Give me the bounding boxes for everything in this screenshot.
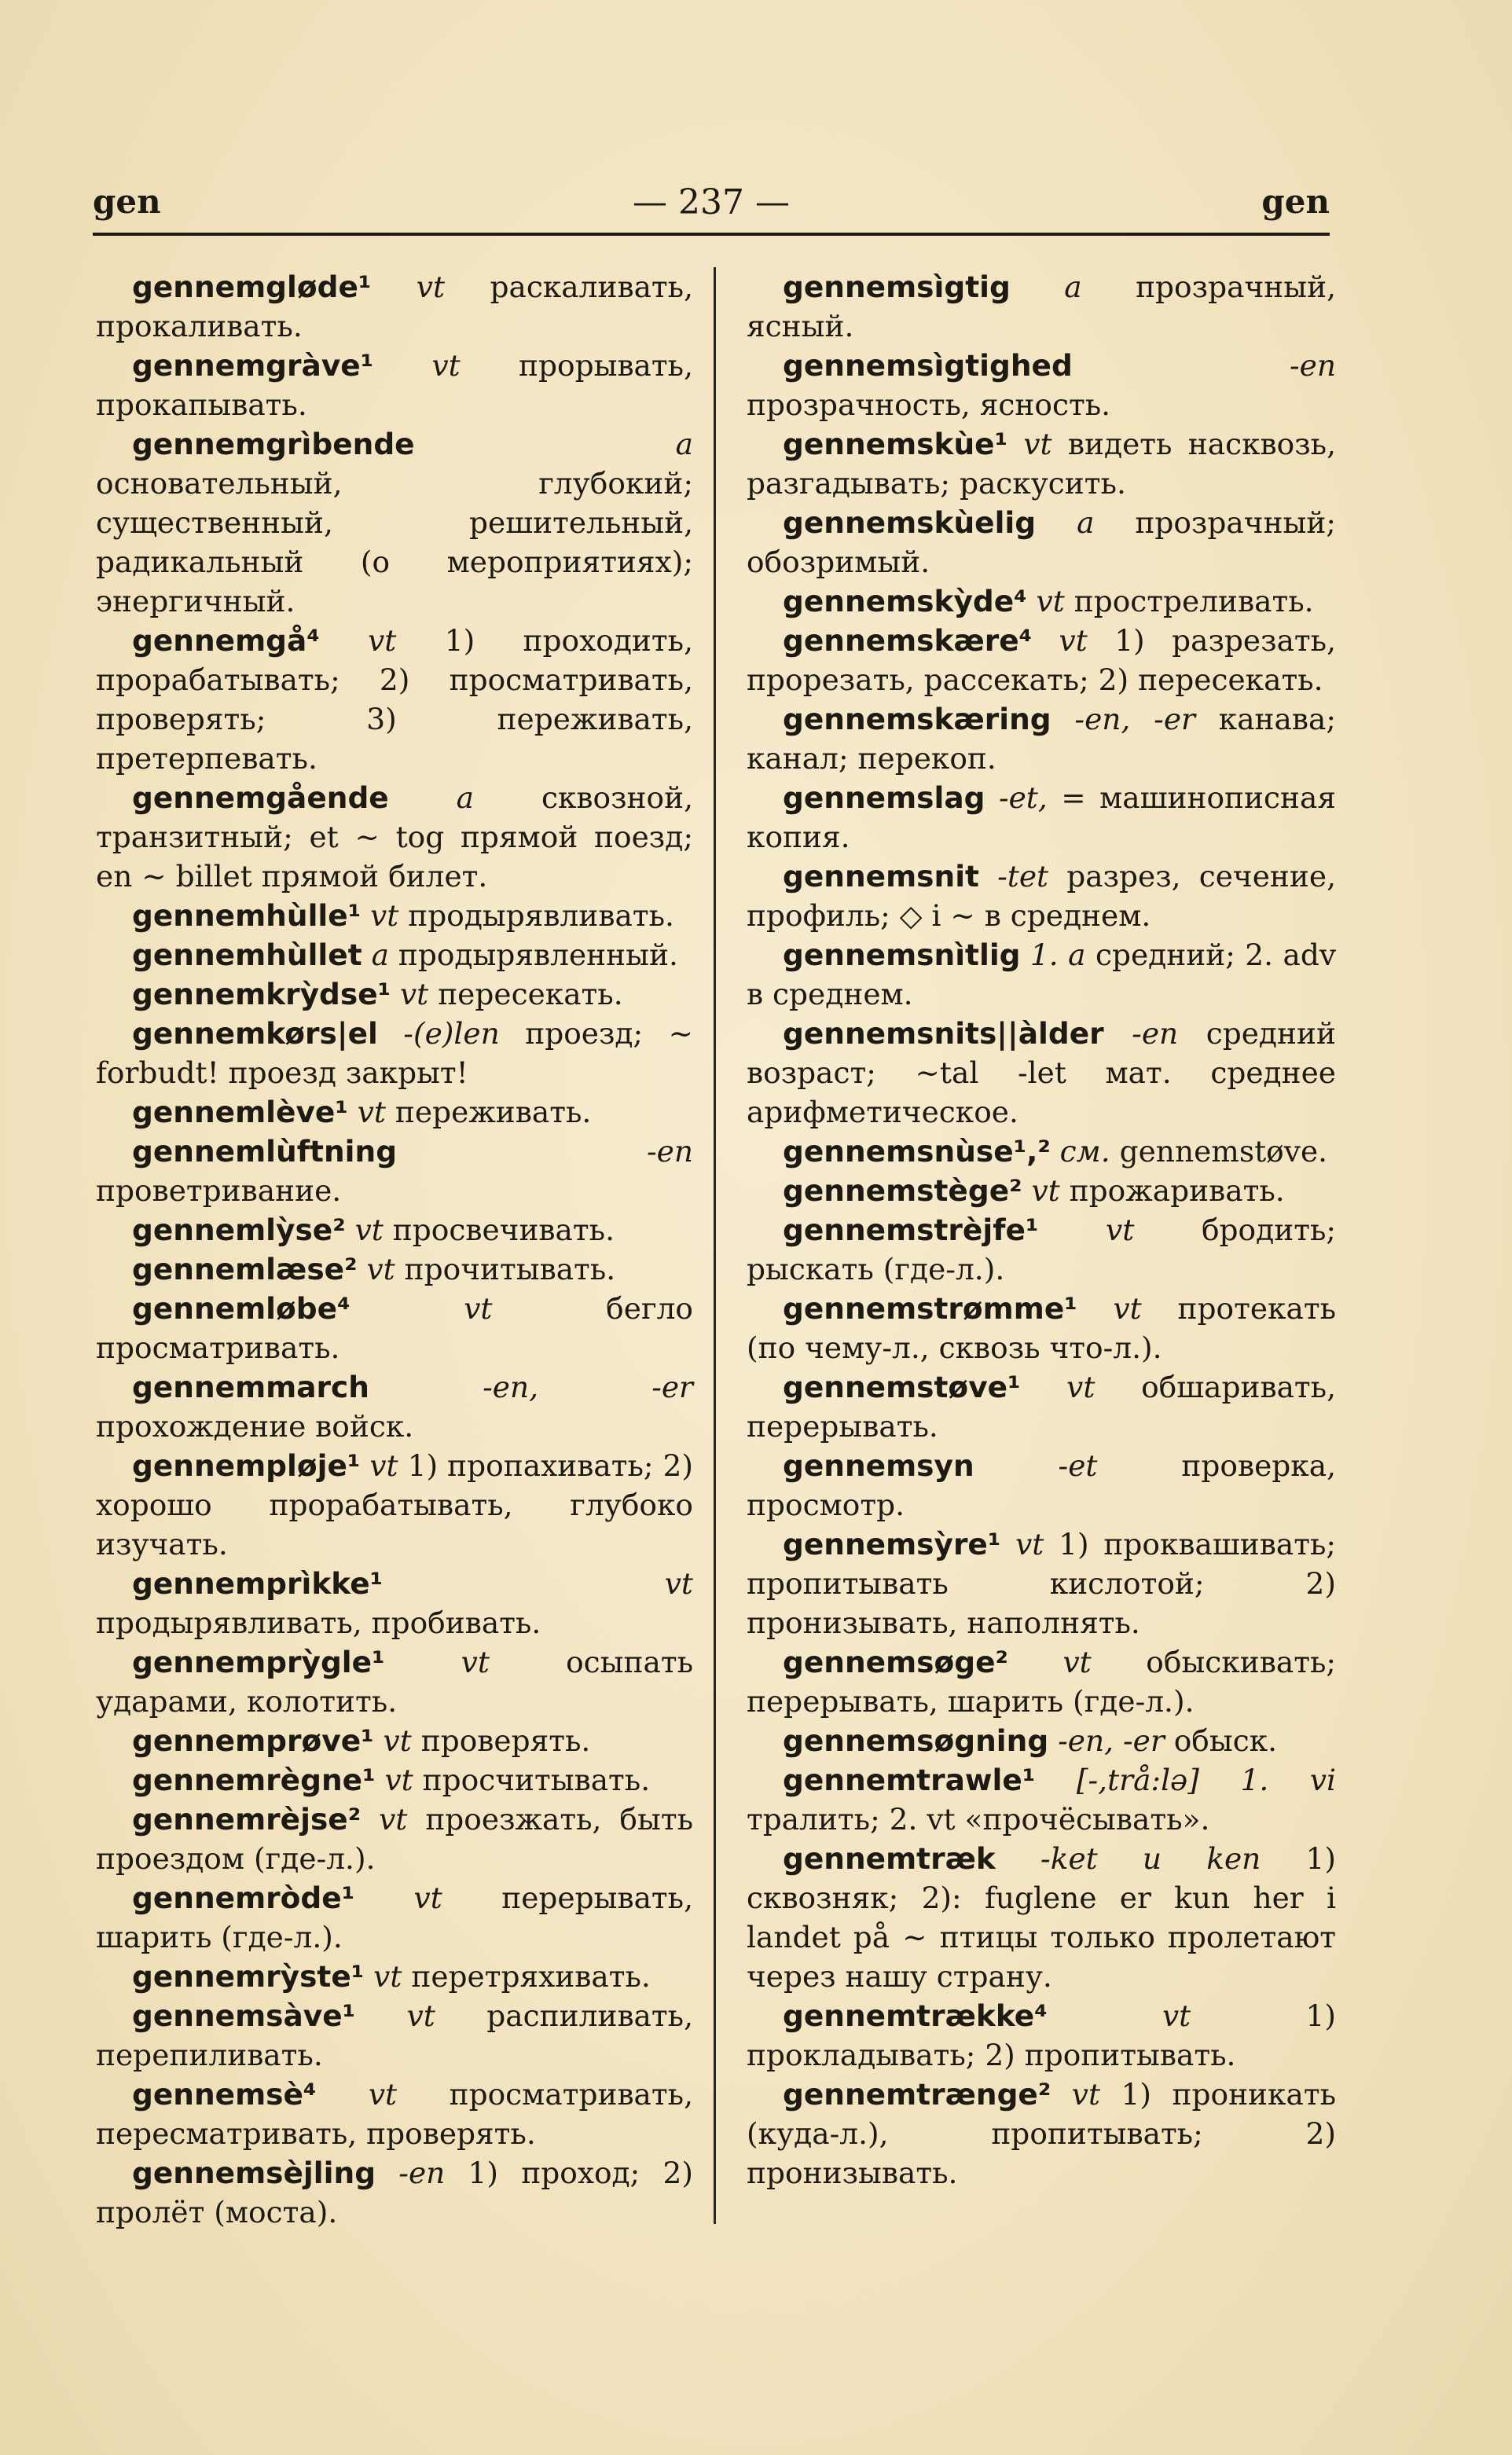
headword: gennemsnùse¹,² [783,1134,1051,1169]
translation: gennemstøve. [1119,1134,1328,1169]
translation: проезд; ~ forbudt! проезд закрыт! [96,1016,693,1090]
headword: gennemsøgning [783,1723,1049,1758]
grammar-label: -en [1289,348,1336,383]
headword: gennemrègne¹ [132,1763,376,1797]
translation: 1) разрезать, прорезать, рассекать; 2) пересекать. [747,623,1337,697]
translation: прохождение войск. [96,1409,414,1444]
translation: пересекать. [438,977,623,1011]
grammar-label: vt [416,270,446,304]
dictionary-entry [747,935,1336,1014]
header-rule [93,233,1330,236]
headword: gennemgrìbende [132,427,415,461]
headword: gennemkrỳdse¹ [132,977,391,1011]
headword: gennemskære⁴ [783,623,1033,658]
headword: gennemstrèjfe¹ [783,1213,1039,1247]
dictionary-entry [96,896,693,935]
translation: 1) прокладывать; 2) пропитывать. [747,1998,1337,2072]
translation: машинописная копия. [747,780,1337,854]
grammar-label: -et [1058,1448,1098,1483]
translation: прорывать, прокапывать. [96,348,693,422]
dictionary-entry [747,582,1336,621]
grammar-label: vt [1059,623,1088,658]
dictionary-entry [96,2075,693,2153]
grammar-label: vt [373,1959,402,1994]
dictionary-entry [747,778,1336,857]
dictionary-entry [747,2075,1336,2193]
grammar-label: vt [461,1645,490,1679]
dictionary-entry [747,1721,1336,1760]
headword: gennemhùllet [132,938,362,972]
translation: 1) проквашивать; пропитывать кислотой; 2) пронизывать, наполнять. [747,1527,1336,1640]
grammar-label: vt [1036,584,1065,618]
grammar-label: a [1064,270,1082,304]
dictionary-entry [96,1800,693,1878]
grammar-label: -ket и ken [1040,1841,1261,1876]
translation: сквозной, транзитный; et ~ tog прямой поезд; en ~ billet прямой билет. [96,780,694,894]
grammar-label: vt [1071,2077,1101,2112]
dictionary-entry [96,346,693,424]
headword: gennemsìgtighed [783,348,1073,383]
dictionary-entry [747,1210,1336,1289]
translation: средний; 2. adv в среднем. [747,938,1337,1011]
headword: gennemmarch [132,1370,369,1404]
headword: gennemlève¹ [132,1095,348,1129]
dictionary-entry [747,1446,1336,1525]
grammar-label: -(e)len [403,1016,500,1051]
grammar-label: vt [1066,1370,1095,1404]
headword: gennemskæring [783,702,1051,736]
dictionary-entry [747,1642,1336,1721]
translation: 1) сквозняк; 2): fuglene er kun her i landet på ~ птицы только пролетают через нашу страну. [747,1841,1337,1994]
grammar-label: a [371,938,389,972]
dictionary-entry [747,1132,1336,1171]
headword: gennemtrække⁴ [783,1998,1048,2033]
grammar-label: -en [1132,1016,1179,1051]
dictionary-entry [747,1014,1336,1132]
translation: раскаливать, прокаливать. [96,270,694,343]
dictionary-entry [96,935,693,974]
translation: проветривание. [96,1173,342,1208]
headword: gennemprỳgle¹ [132,1645,385,1679]
grammar-label: a [675,427,693,461]
headword: gennemsè⁴ [132,2077,317,2112]
grammar-label: vt [664,1566,693,1601]
translation: прозрачность, ясность. [747,387,1111,422]
headword: gennemstège² [783,1173,1022,1208]
header-right-word: gen [1261,182,1330,221]
grammar-label: vt [368,623,397,658]
grammar-label: vt [369,1448,398,1483]
grammar-label: vt [368,2077,398,2112]
grammar-label: -en [646,1134,693,1169]
headword: gennemskỳde⁴ [783,584,1027,618]
dictionary-entry [747,1289,1336,1367]
translation: бегло просматривать. [96,1291,693,1365]
headword: gennemsỳre¹ [783,1527,1001,1561]
grammar-label: vt [1062,1645,1092,1679]
translation: 1) пропахивать; 2) хорошо прорабатывать, глубоко изучать. [96,1448,693,1561]
dictionary-entry [96,1642,693,1721]
headword: gennemstrømme¹ [783,1291,1077,1326]
dictionary-entry [96,1092,693,1132]
translation: перерывать, шарить (где-л.). [96,1881,694,1954]
grammar-label: vt [1015,1527,1044,1561]
translation: обыскивать; перерывать, шарить (где-л.). [747,1645,1336,1719]
headword: gennemsnits||àlder [783,1016,1104,1051]
grammar-label: vt [354,1213,384,1247]
translation: просматривать, пересматривать, проверять. [96,2077,693,2151]
translation: продырявливать. [408,898,674,933]
grammar-label: -en [398,2156,446,2190]
translation: прозрачный, ясный. [747,270,1337,343]
translation: бродить; рыскать (где-л.). [747,1213,1337,1286]
translation: протекать (по чему-л., сквозь что-л.). [747,1291,1337,1365]
translation: тралить; 2. vt «прочёсывать». [747,1802,1210,1837]
headword: gennemprìkke¹ [132,1566,384,1601]
headword: gennemgå⁴ [132,623,320,658]
dictionary-entry [747,346,1336,424]
translation: простреливать. [1073,584,1314,618]
headword: gennemgløde¹ [132,270,372,304]
dictionary-entry [96,1132,693,1210]
dictionary-entry [96,778,693,896]
headword: gennemsnit [783,859,979,894]
translation: прожаривать. [1069,1173,1285,1208]
dictionary-entry [747,1839,1336,1996]
headword: gennemgående [132,780,389,815]
grammar-label: -en, -er [1058,1723,1165,1758]
grammar-label: -en, -er [483,1370,693,1404]
grammar-label: vt [357,1095,386,1129]
translation: проверять. [420,1723,591,1758]
headword: gennemsøge² [783,1645,1008,1679]
headword: gennemsìgtig [783,270,1011,304]
translation: просвечивать. [392,1213,615,1247]
grammar-label: см. [1059,1134,1110,1169]
dictionary-entry [96,1564,693,1642]
dictionary-entry [96,1446,693,1564]
headword: gennemkørs|el [132,1016,378,1051]
dictionary-entry [747,1367,1336,1446]
grammar-label: vt [1031,1173,1060,1208]
headword: gennemrèjse² [132,1802,361,1837]
dictionary-entry [96,1367,693,1446]
translation: распиливать, перепиливать. [96,1998,694,2072]
page-number: — 237 — [633,182,790,222]
headword: gennemsyn [783,1448,974,1483]
headword: gennemgràve¹ [132,348,374,383]
dictionary-entry [96,1210,693,1250]
right-column [747,267,1336,2193]
dictionary-entry [747,1171,1336,1210]
dictionary-entry [96,974,693,1014]
translation: 1) проходить, прорабатывать; 2) просматривать, проверять; 3) переживать, претерпевать. [96,623,694,776]
dictionary-entry [96,1721,693,1760]
translation: проезжать, быть проездом (где-л.). [96,1802,694,1876]
grammar-label: vt [1113,1291,1142,1326]
running-header [93,182,1330,229]
headword: gennemlæse² [132,1252,358,1286]
column-divider [714,267,716,2224]
headword: gennemsàve¹ [132,1998,356,2033]
grammar-label: vt [383,1723,412,1758]
grammar-label: vt [366,1252,395,1286]
dictionary-entry [96,1014,693,1092]
grammar-label: vt [431,348,461,383]
dictionary-entry [747,699,1336,778]
translation: обшаривать, перерывать. [747,1370,1337,1444]
translation: канава; канал; перекоп. [747,702,1336,776]
grammar-label: vt [384,1763,413,1797]
translation: 1) проникать (куда-л.), пропитывать; 2) пронизывать. [747,2077,1337,2190]
dictionary-entry [747,1760,1336,1839]
dictionary-entry [747,267,1336,346]
grammar-label: vt [400,977,429,1011]
grammar-label: vt [406,1998,435,2033]
grammar-label: [-,trå:lə] 1. vi [1076,1763,1337,1797]
headword: gennemprøve¹ [132,1723,374,1758]
translation: средний возраст; ~tal -let мат. среднее арифметическое. [747,1016,1337,1129]
headword: gennemròde¹ [132,1881,355,1915]
headword: gennempløje¹ [132,1448,361,1483]
dictionary-entry [747,1525,1336,1642]
headword: gennemrỳste¹ [132,1959,365,1994]
dictionary-entry [96,424,693,621]
dictionary-entry [747,621,1336,699]
dictionary-entry [747,857,1336,935]
translation: основательный, глубокий; существенный, решительный, радикальный (о мероприятиях); энергичный. [96,466,693,618]
translation: проверка, просмотр. [747,1448,1336,1522]
translation: обыск. [1173,1723,1278,1758]
grammar-label: vt [464,1291,493,1326]
header-left-word: gen [93,182,161,221]
headword: gennemskùelig [783,505,1037,540]
translation: осыпать ударами, колотить. [96,1645,694,1719]
grammar-label: vt [379,1802,408,1837]
headword: gennemtrænge² [783,2077,1051,2112]
headword: gennemslag [783,780,985,815]
headword: gennemtræk [783,1841,996,1876]
headword: gennemskùe¹ [783,427,1007,461]
grammar-label: a [456,780,475,815]
dictionary-entry [96,1760,693,1800]
dictionary-entry [96,267,693,346]
translation: переживать. [395,1095,592,1129]
grammar-label: vt [1162,1998,1191,2033]
grammar-label: vt [1106,1213,1135,1247]
dictionary-entry [96,1957,693,1996]
translation: прозрачный; обозримый. [747,505,1337,579]
translation: продырявленный. [398,938,678,972]
headword: gennemhùlle¹ [132,898,361,933]
grammar-label: -et, = [998,780,1086,815]
headword: gennemsnìtlig [783,938,1021,972]
dictionary-entry [96,1289,693,1367]
grammar-label: -tet [997,859,1049,894]
grammar-label: vt [370,898,399,933]
dictionary-entry [96,1996,693,2075]
translation: разрез, сечение, профиль; ◇ i ~ в среднем. [747,859,1336,933]
translation: продырявливать, пробивать. [96,1605,541,1640]
headword: gennemtrawle¹ [783,1763,1036,1797]
translation: 1) проход; 2) пролёт (моста). [96,2156,693,2229]
dictionary-entry [96,621,693,778]
translation: видеть насквозь, разгадывать; раскусить. [747,427,1337,501]
dictionary-entry [96,1878,693,1957]
headword: gennemstøve¹ [783,1370,1021,1404]
translation: прочитывать. [404,1252,616,1286]
headword: gennemsèjling [132,2156,376,2190]
grammar-label: vt [1023,427,1052,461]
dictionary-entry [96,1250,693,1289]
grammar-label: -en, -er [1074,702,1195,736]
headword: gennemlỳse² [132,1213,346,1247]
grammar-label: vt [413,1881,442,1915]
dictionary-entry [96,2153,693,2232]
grammar-label: a [1077,505,1095,540]
grammar-label: 1. a [1029,938,1086,972]
left-column [96,267,693,2232]
headword: gennemlùftning [132,1134,398,1169]
translation: перетряхивать. [411,1959,651,1994]
translation: просчитывать. [422,1763,651,1797]
dictionary-entry [747,503,1336,582]
dictionary-entry [747,424,1336,503]
headword: gennemløbe⁴ [132,1291,350,1326]
dictionary-entry [747,1996,1336,2075]
